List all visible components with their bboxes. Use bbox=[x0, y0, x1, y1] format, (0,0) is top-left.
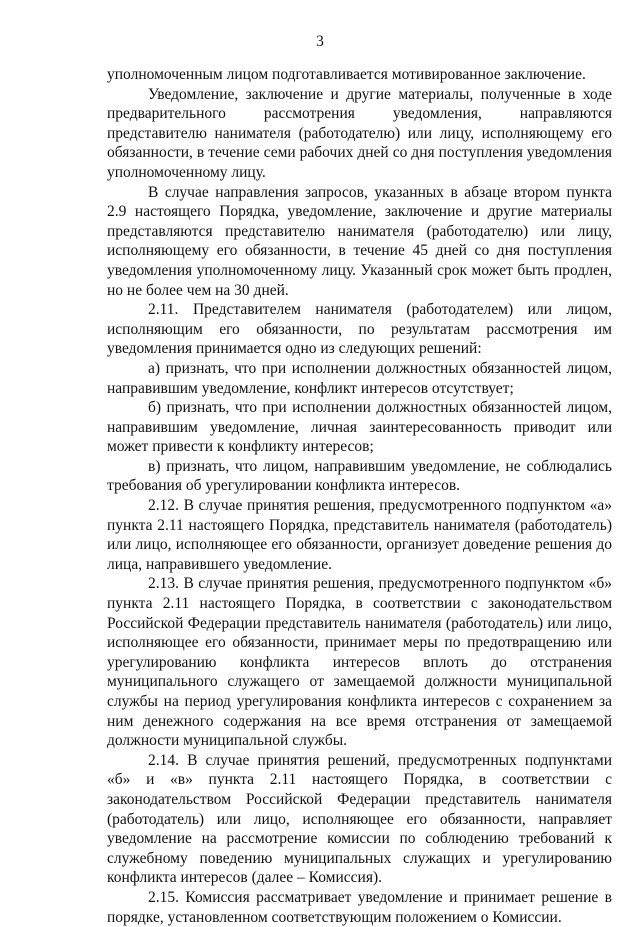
paragraph-2-14: 2.14. В случае принятия решений, предусмотренных подпунктами «б» и «в» пункта 2.11 настоящего Порядка, в соответствии с законодательством Российской Федерации представитель нанимателя (работодатель) или лицо, исполняющее его обязанности, направляет уведомление на рассмотрение комиссии по соблюдению требований к служебному поведению муниципальных служащих и урегулированию конфликта интересов (далее – Комиссия). bbox=[107, 751, 612, 887]
paragraph-2-15: 2.15. Комиссия рассматривает уведомление и принимает решение в порядке, установленном соответствующим положением о Комиссии. bbox=[107, 888, 612, 926]
page-number: 3 bbox=[316, 33, 324, 50]
paragraph-notification-forwarding: Уведомление, заключение и другие материалы, полученные в ходе предварительного рассмотрения уведомления, направляются представителю нанимателя (работодателю) или лицу, исполняющему его обязанности, в течение семи рабочих дней со дня поступления уведомления уполномоченному лицу. bbox=[107, 85, 612, 181]
paragraph-2-11: 2.11. Представителем нанимателя (работодателем) или лицом, исполняющим его обязанности, по результатам рассмотрения им уведомления принимается одно из следующих решений: bbox=[107, 301, 612, 358]
paragraph-continuation: уполномоченным лицом подготавливается мотивированное заключение. bbox=[107, 66, 586, 83]
paragraph-2-11-a: а) признать, что при исполнении должностных обязанностей лицом, направившим уведомление, конфликт интересов отсутствует; bbox=[107, 359, 612, 397]
paragraph-2-11-b: б) признать, что при исполнении должностных обязанностей лицом, направившим уведомление, личная заинтересованность приводит или может привести к конфликту интересов; bbox=[107, 399, 612, 456]
paragraph-2-13: 2.13. В случае принятия решения, предусмотренного подпунктом «б» пункта 2.11 настоящего Порядка, в соответствии с законодательством Российской Федерации представитель нанимателя (работодатель) или лицо, исполняющее его обязанности, принимает меры по предотвращению или урегулированию конфликта интересов вплоть до отстранения муниципального служащего от замещаемой должности муниципальной службы на период урегулирования конфликта интересов с сохранением за ним денежного содержания на все время отстранения от замещаемой должности муниципальной службы. bbox=[107, 575, 612, 750]
paragraph-2-12: 2.12. В случае принятия решения, предусмотренного подпунктом «а» пункта 2.11 настоящего Порядка, представитель нанимателя (работодатель) или лицо, исполняющее его обязанности, организует доведение решения до лица, направившего уведомление. bbox=[107, 497, 612, 573]
paragraph-requests-deadline: В случае направления запросов, указанных в абзаце втором пункта 2.9 настоящего Порядка, уведомление, заключение и другие материалы представляются представителю нанимателя (работодателю) или лицу, исполняющему его обязанности, в течение 45 дней со дня поступления уведомления уполномоченному лицу. Указанный срок может быть продлен, но не более чем на 30 дней. bbox=[107, 183, 612, 299]
document-body bbox=[107, 65, 612, 927]
paragraph-2-11-v: в) признать, что лицом, направившим уведомление, не соблюдались требования об урегулировании конфликта интересов. bbox=[107, 457, 612, 495]
